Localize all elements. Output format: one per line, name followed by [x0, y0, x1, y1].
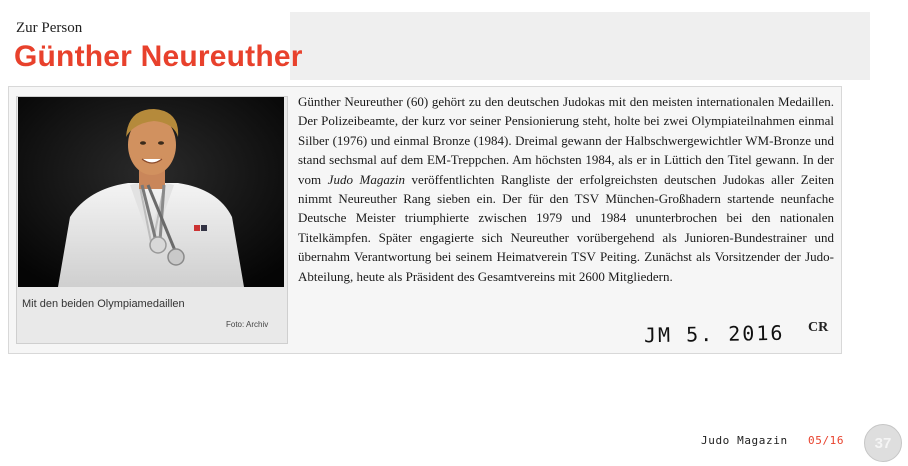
handwritten-annotation: JM 5. 2016: [643, 320, 785, 348]
footer-issue-number: 05/16: [808, 434, 845, 447]
portrait-photo: [18, 97, 284, 287]
author-initials: CR: [808, 320, 829, 335]
bleed-through-area: [290, 12, 870, 80]
section-kicker: Zur Person: [16, 20, 83, 36]
body-text-part2: veröffentlichten Rangliste der erfolgreichsten deutschen Judokas aller Zeiten nimmt Neureuther Rang sieben ein. Der für den TSV München-Großhadern startende neunfache Deutsche Meister triumphierte zwischen 1979 und 1984 ununterbrochen bei den nationalen Titelkämpfen. Später engagierte sich Neureuther vorübergehend als Junioren-Bundestrainer und übernahm Verantwortung bei seinem Heimatverein TSV Peiting. Zunächst als Vorsitzender der Judo-Abteilung, heute als Präsident des Gesamtvereins mit 2600 Mitgliedern.: [298, 171, 834, 284]
photo-credit: Foto: Archiv: [226, 320, 269, 329]
article-body: [298, 92, 834, 286]
photo-caption: Mit den beiden Olympiamedaillen: [22, 298, 185, 310]
footer-magazine-title: Judo Magazin: [701, 434, 788, 447]
page-number-badge: 37: [864, 424, 902, 462]
article-headline: Günther Neureuther: [14, 40, 303, 73]
body-text-part1: Günther Neureuther (60) gehört zu den deutschen Judokas mit den meisten internationalen Medaillen. Der Polizeibeamte, der kurz vor seiner Pensionierung steht, holte bei zwei Olympiateilnahmen einmal Silber (1976) und einmal Bronze (1984). Dreimal gewann der Halbschwergewichtler WM-Bronze und stand sechsmal auf dem EM-Treppchen. Am höchsten 1984, als er in Lüttich den Titel gewann. In der vom: [298, 94, 834, 187]
portrait-illustration: [18, 97, 284, 287]
magazine-name-italic: Judo Magazin: [327, 171, 405, 187]
